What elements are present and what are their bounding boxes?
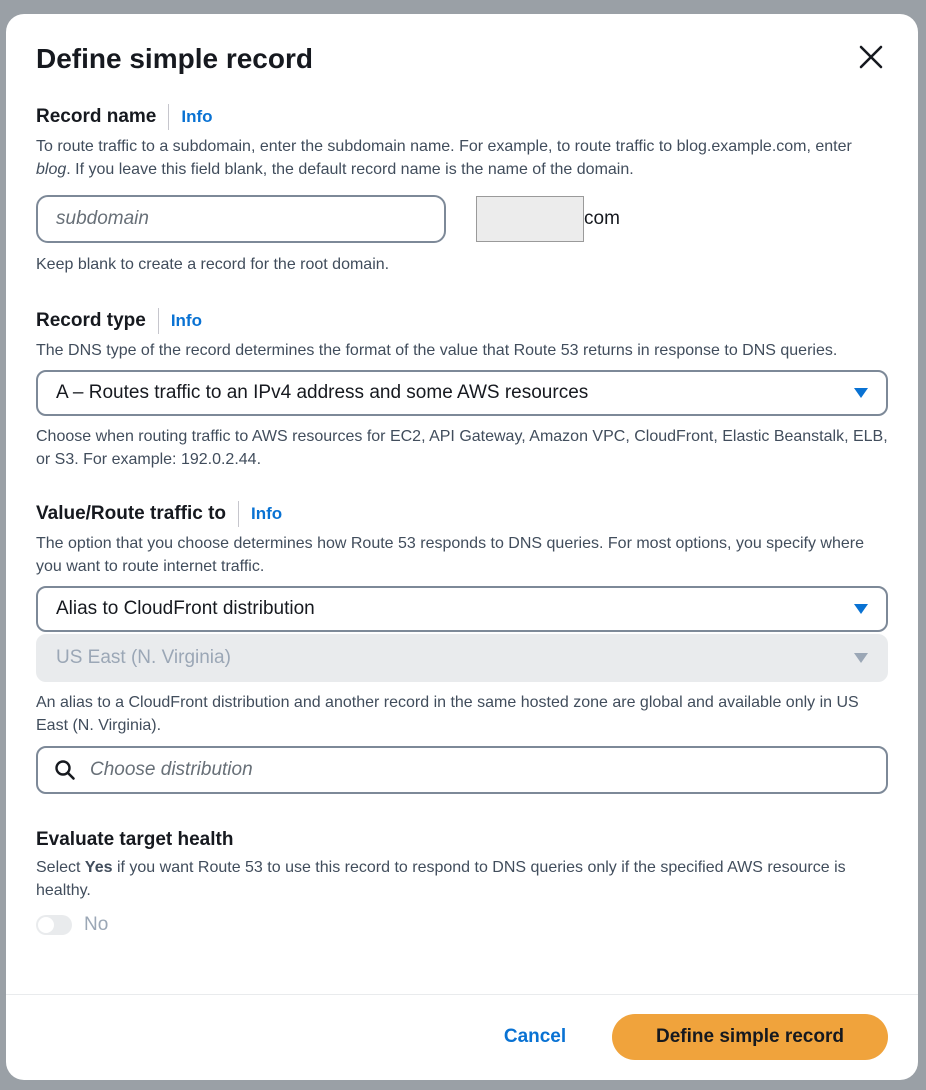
- value-route-section: [36, 499, 888, 794]
- info-divider: [158, 308, 159, 334]
- search-icon: [54, 759, 76, 781]
- record-name-section: [36, 102, 888, 276]
- record-type-hint: Choose when routing traffic to AWS resources for EC2, API Gateway, Amazon VPC, CloudFront, Elastic Beanstalk, ELB, or S3. For example: 192.0.2.44.: [36, 428, 888, 468]
- record-name-hint: Keep blank to create a record for the root domain.: [36, 256, 390, 273]
- domain-suffix: com: [584, 208, 620, 229]
- distribution-search-placeholder: Choose distribution: [90, 759, 253, 780]
- close-icon: [858, 44, 884, 70]
- record-name-description-example: blog: [36, 161, 67, 178]
- evaluate-health-description: [36, 856, 888, 902]
- footer-divider: [6, 994, 918, 995]
- record-type-select[interactable]: [36, 370, 888, 416]
- region-selected-value: US East (N. Virginia): [56, 647, 231, 668]
- value-route-label: Value/Route traffic to: [36, 503, 227, 524]
- evaluate-health-toggle-label: No: [84, 914, 109, 935]
- value-route-info-link[interactable]: Info: [251, 504, 283, 523]
- modal-title: Define simple record: [36, 43, 313, 74]
- subdomain-input[interactable]: [36, 195, 446, 243]
- toggle-knob: [38, 917, 54, 933]
- record-name-label: Record name: [36, 106, 157, 127]
- record-name-description: [36, 135, 888, 181]
- form-content: [36, 102, 888, 936]
- record-type-selected-value: A – Routes traffic to an IPv4 address and some AWS resources: [56, 382, 589, 403]
- region-select: [36, 634, 888, 682]
- record-name-description-text: To route traffic to a subdomain, enter the subdomain name. For example, to route traffic to blog.example.com, enter: [36, 138, 852, 155]
- evaluate-health-toggle-row: [36, 914, 888, 936]
- define-simple-record-button[interactable]: Define simple record: [612, 1014, 888, 1060]
- caret-down-icon: [854, 604, 868, 614]
- record-type-info-link[interactable]: Info: [170, 311, 202, 330]
- record-type-section: [36, 306, 888, 471]
- evaluate-health-section: [36, 826, 888, 936]
- caret-down-icon: [854, 653, 868, 663]
- domain-name-redacted-box: [476, 196, 584, 242]
- alias-target-select[interactable]: [36, 586, 888, 632]
- define-simple-record-modal: [6, 14, 918, 1080]
- evaluate-health-description-text-end: if you want Route 53 to use this record to respond to DNS queries only if the specified AWS resource is healthy.: [36, 859, 846, 899]
- record-type-label: Record type: [36, 310, 146, 331]
- evaluate-health-label: Evaluate target health: [36, 829, 234, 850]
- evaluate-health-description-text: Select: [36, 859, 85, 876]
- alias-target-selected-value: Alias to CloudFront distribution: [56, 598, 315, 619]
- info-divider: [168, 104, 169, 130]
- record-name-info-link[interactable]: Info: [181, 107, 213, 126]
- caret-down-icon: [854, 388, 868, 398]
- value-route-description: The option that you choose determines how Route 53 responds to DNS queries. For most options, you specify where you want to route internet traffic.: [36, 535, 864, 575]
- subdomain-placeholder: subdomain: [56, 208, 149, 229]
- value-route-hint: An alias to a CloudFront distribution and another record in the same hosted zone are global and available only in US East (N. Virginia).: [36, 694, 859, 734]
- evaluate-health-toggle[interactable]: [36, 915, 72, 935]
- record-type-description: The DNS type of the record determines the format of the value that Route 53 returns in response to DNS queries.: [36, 342, 838, 359]
- record-name-description-text-end: . If you leave this field blank, the default record name is the name of the domain.: [66, 161, 634, 178]
- modal-header: [36, 42, 888, 82]
- evaluate-health-description-bold: Yes: [84, 859, 113, 876]
- distribution-search-input[interactable]: [36, 746, 888, 794]
- close-button[interactable]: [854, 40, 888, 74]
- cancel-button[interactable]: Cancel: [503, 1026, 567, 1047]
- info-divider: [238, 501, 239, 527]
